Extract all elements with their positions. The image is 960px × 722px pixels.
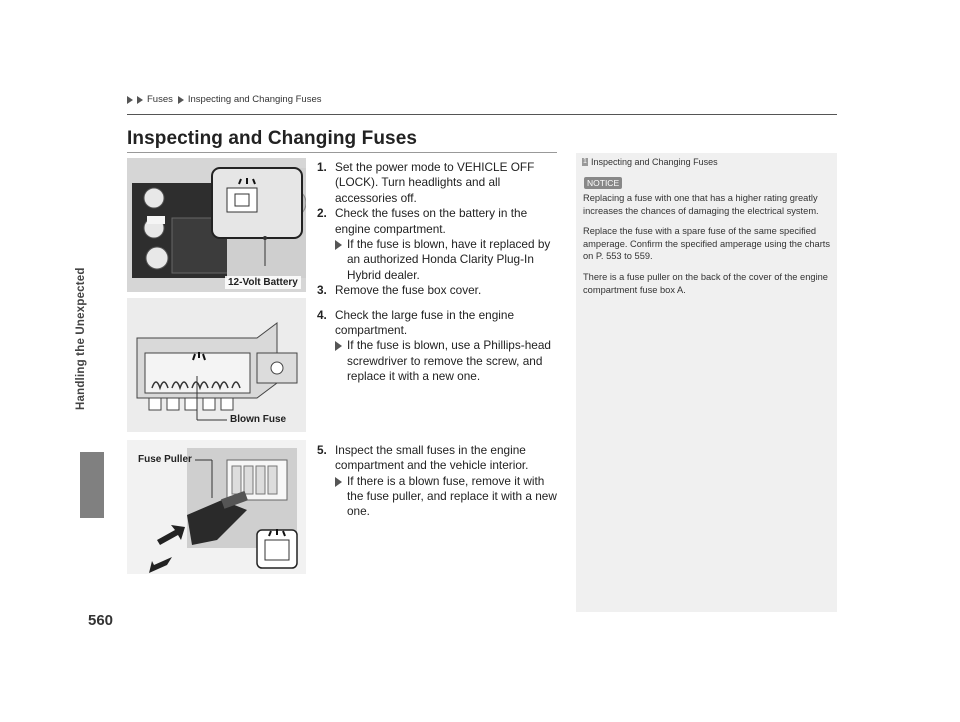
side-note-paragraph: Replacing a fuse with one that has a higher rating greatly increases the chances of damaging the electrical system. [583, 193, 819, 216]
title-divider [127, 152, 557, 153]
step-number: 2. [317, 206, 327, 221]
step-text: Remove the fuse box cover. [335, 283, 482, 298]
side-note-title: Inspecting and Changing Fuses [591, 157, 718, 167]
breadcrumb-link-fuses[interactable]: Fuses [147, 94, 173, 105]
battery-fuse-figure [127, 158, 306, 292]
step-note-text: If the fuse is blown, have it replaced by an authorized Honda Clarity Plug-In Hybrid dealer. [347, 237, 551, 282]
section-side-label: Handling the Unexpected [75, 267, 87, 410]
fuse-puller-figure [127, 440, 306, 574]
step-note-text: If there is a blown fuse, remove it with the fuse puller, and replace it with a new one. [347, 473, 557, 519]
reference-marker-icon: 1 [583, 158, 587, 165]
large-fuse-figure [127, 298, 306, 432]
blown-fuse-label: Blown Fuse [230, 414, 287, 425]
side-note-heading [582, 157, 718, 167]
breadcrumb-current: Inspecting and Changing Fuses [187, 94, 322, 105]
fuse-puller-label: Fuse Puller [138, 454, 192, 465]
arrow-right-icon [335, 240, 342, 250]
breadcrumb-arrow-icon [137, 96, 143, 104]
step-text: Check the fuses on the battery in the engine compartment. [335, 206, 528, 236]
side-note-paragraph: Replace the fuse with a spare fuse of the same specified amperage. Confirm the specified amperage using the charts on P. 553 to 559. [583, 226, 831, 262]
battery-label: 12-Volt Battery [225, 276, 301, 289]
step-number: 5. [317, 442, 327, 457]
large-fuse-illustration [127, 298, 306, 432]
breadcrumb [127, 94, 322, 105]
step-number: 1. [317, 160, 327, 174]
step-4 [317, 308, 562, 339]
step-note-text: If the fuse is blown, use a Phillips-head screwdriver to remove the screw, and replace it with a new one. [347, 338, 551, 384]
side-note-text [583, 192, 833, 304]
step-number: 4. [317, 307, 327, 322]
breadcrumb-arrow-icon [178, 96, 184, 104]
header-divider [127, 114, 837, 115]
step-5 [317, 443, 562, 474]
arrow-right-icon [335, 341, 342, 351]
step-2-note [317, 237, 562, 283]
notice-badge: NOTICE [584, 177, 622, 189]
step-2 [317, 206, 562, 237]
page-title: Inspecting and Changing Fuses [127, 128, 418, 149]
step-4-note [317, 338, 562, 384]
step-5-note [317, 474, 562, 520]
battery-illustration [127, 158, 306, 292]
arrow-right-icon [335, 477, 342, 487]
side-note-paragraph: There is a fuse puller on the back of the cover of the engine compartment fuse box A. [583, 271, 828, 295]
step-1 [317, 160, 562, 206]
page-number: 560 [88, 612, 114, 629]
step-text: Check the large fuse in the engine compartment. [335, 307, 515, 338]
step-text: Inspect the small fuses in the engine compartment and the vehicle interior. [335, 442, 529, 473]
step-3 [317, 283, 562, 298]
step-text: Set the power mode to VEHICLE OFF (LOCK). Turn headlights and all accessories off. [335, 160, 535, 205]
step-number: 3. [317, 283, 327, 298]
breadcrumb-arrow-icon [127, 96, 133, 104]
section-tab-marker [80, 452, 104, 518]
procedure-steps [317, 160, 562, 520]
